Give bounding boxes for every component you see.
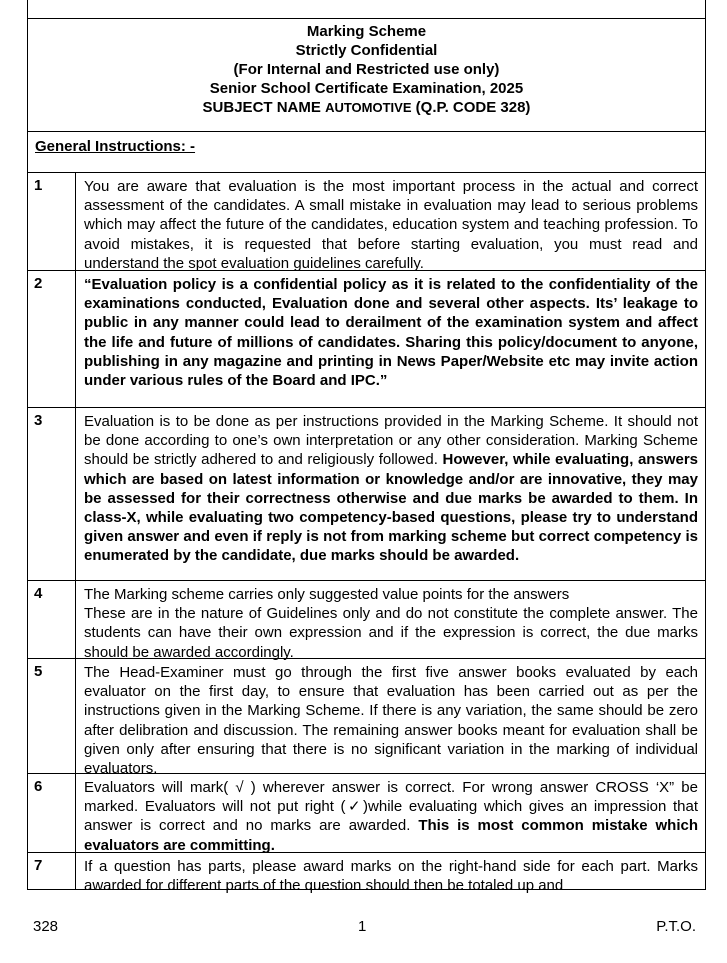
instruction-number: 2 [28, 271, 76, 407]
instruction-number: 7 [28, 853, 76, 889]
instruction-row-2 [28, 271, 705, 408]
instruction-row-6 [28, 774, 705, 853]
subject-code: (Q.P. CODE 328) [411, 99, 531, 116]
top-empty-row [28, 0, 705, 19]
footer-subject-code: 328 [33, 918, 59, 935]
title-examination: Senior School Certificate Examination, 2025 [209, 80, 524, 97]
footer-page-number: 1 [358, 918, 367, 935]
instruction-text: You are aware that evaluation is the most important process in the actual and correct assessment of the candidates. A small mistake in evaluation may lead to serious problems which may affect the future of the candidates, education system and teaching profession. To avoid mistakes, it is requested that before starting evaluation, you must read and understand the spot evaluation guidelines carefully. [84, 178, 698, 272]
instruction-number: 6 [28, 774, 76, 852]
instruction-row-4 [28, 581, 705, 659]
instruction-row-5 [28, 659, 705, 778]
subject-prefix: SUBJECT NAME [202, 99, 326, 116]
footer-pto: P.T.O. [656, 918, 696, 935]
instruction-text: The Marking scheme carries only suggested value points for the answers These are in the nature of Guidelines only and do not constitute the complete answer. The students can have their own expression and if the expression is correct, the due marks should be awarded accordingly. [84, 586, 698, 661]
instruction-number: 3 [28, 408, 76, 580]
title-confidential: Strictly Confidential [295, 42, 438, 59]
instruction-number: 5 [28, 659, 76, 773]
title-marking-scheme: Marking Scheme [306, 23, 427, 40]
instruction-text: Evaluation is to be done as per instructions provided in the Marking Scheme. It should not be done according to one’s own interpretation or any other consideration. Marking Scheme should be strictly adhered to and religiously followed. However, while evaluating, answers which are based on latest information or knowledge and/or are innovative, they may be assessed for their correctness otherwise and due marks be awarded to them. In class-X, while evaluating two competency-based questions, please try to understand given answer and even if reply is not from marking scheme but correct competency is enumerated by the candidate, due marks should be awarded. [84, 413, 698, 565]
instruction-number: 4 [28, 581, 76, 658]
general-instructions-row [28, 132, 705, 173]
instruction-row-3 [28, 408, 705, 581]
title-block [28, 19, 705, 132]
subject-name: AUTOMOTIVE [325, 100, 412, 115]
instruction-text: “Evaluation policy is a confidential policy as it is related to the confidentiality of the examinations conducted, Evaluation done and several other aspects. Its’ leakage to public in any manner could lead to derailment of the examination system and affect the life and future of millions of candidates. Sharing this policy/document to anyone, publishing in any magazine and printing in News Paper/Website etc may invite action under various rules of the Board and IPC.” [84, 276, 698, 390]
document-page [27, 0, 706, 895]
instruction-number: 1 [28, 173, 76, 270]
instruction-text: If a question has parts, please award marks on the right-hand side for each part. Marks awarded for different parts of the question should then be totaled up and [84, 858, 698, 895]
instruction-text: The Head-Examiner must go through the first five answer books evaluated by each evaluator on the first day, to ensure that evaluation has been carried out as per the instructions given in the Marking Scheme. If there is any variation, the same should be zero after delibration and discussion. The remaining answer books meant for evaluation shall be given only after ensuring that there is no significant variation in the marking of individual evaluators. [84, 664, 698, 778]
instruction-row-1 [28, 173, 705, 271]
title-restricted-use: (For Internal and Restricted use only) [233, 61, 500, 78]
instruction-text: Evaluators will mark( √ ) wherever answer is correct. For wrong answer CROSS ‘X” be marked. Evaluators will not put right (✓)while evaluating which gives an impression that answer is correct and no marks are awarded. This is most common mistake which evaluators are committing. [84, 779, 698, 854]
general-instructions-heading: General Instructions: - [35, 138, 196, 155]
title-subject-line [28, 98, 705, 117]
instruction-row-7 [28, 853, 705, 895]
